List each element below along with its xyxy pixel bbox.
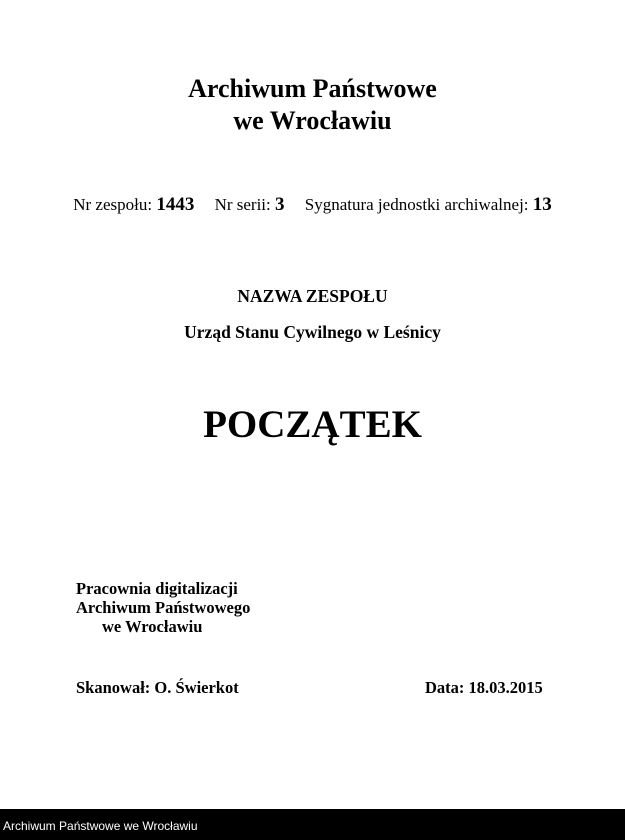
workshop-line1: Pracownia digitalizacji <box>76 579 238 598</box>
footer-bar <box>0 809 625 840</box>
fond-name-value: Urząd Stanu Cywilnego w Leśnicy <box>184 322 441 342</box>
document-title: POCZĄTEK <box>203 403 422 446</box>
series-number-label: Nr serii: <box>214 195 271 214</box>
fond-number-label: Nr zespołu: <box>73 195 153 214</box>
scan-date: Data: 18.03.2015 <box>425 678 543 697</box>
digitization-workshop <box>76 579 250 636</box>
workshop-line3: we Wrocławiu <box>102 617 203 636</box>
signature-label: Sygnatura jednostki archiwalnej: <box>304 195 529 214</box>
series-number-value: 3 <box>275 194 285 215</box>
archive-name-line1: Archiwum Państwowe <box>188 74 437 103</box>
signature-value: 13 <box>532 194 552 215</box>
workshop-line2: Archiwum Państwowego <box>76 598 251 617</box>
scanned-by: Skanował: O. Świerkot <box>76 678 239 697</box>
archive-name-line2: we Wrocławiu <box>233 106 392 135</box>
fond-number-value: 1443 <box>156 194 195 215</box>
footer-text: Archiwum Państwowe we Wrocławiu <box>3 819 198 833</box>
reference-metadata <box>0 194 625 216</box>
fond-name-heading: NAZWA ZESPOŁU <box>237 286 388 306</box>
